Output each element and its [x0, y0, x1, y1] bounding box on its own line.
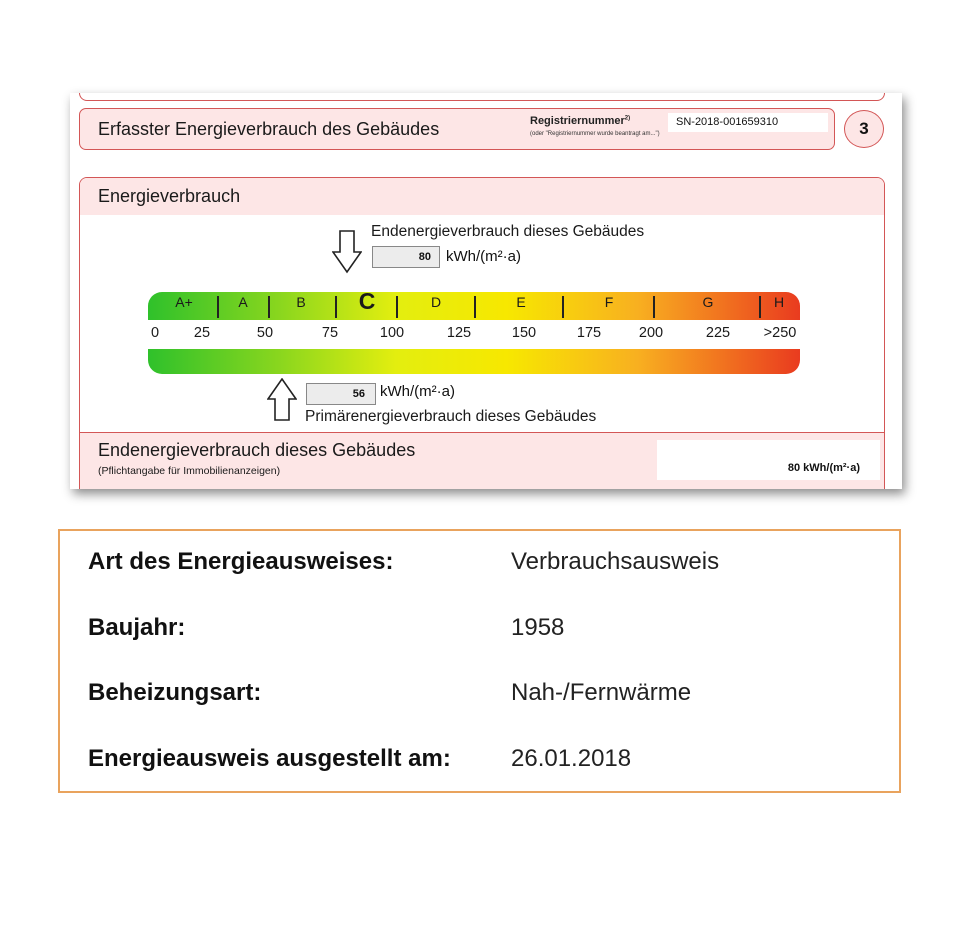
scale-tick: 0	[150, 325, 160, 341]
scale-tick: 100	[379, 325, 405, 341]
scale-tick: 25	[193, 325, 211, 341]
registration-label: Registriernummer$^{2)}$	[530, 115, 631, 127]
end-energy-value: 80	[372, 246, 440, 268]
info-value: 1958	[511, 614, 565, 641]
registration-number: SN-2018-001659310	[668, 113, 828, 132]
scale-tick: 75	[321, 325, 339, 341]
end-energy-unit: kWh/(m²·a)	[446, 248, 521, 265]
energy-info-box	[58, 529, 901, 793]
info-label: Art des Energieausweises:	[88, 548, 394, 575]
footer-subtitle: (Pflichtangabe für Immobilienanzeigen)	[98, 465, 281, 477]
info-value: Nah-/Fernwärme	[511, 679, 692, 706]
energy-consumption-panel	[79, 177, 885, 489]
class-label: F	[604, 294, 614, 310]
scale-tick: 50	[256, 325, 274, 341]
panel-title: Energieverbrauch	[98, 186, 241, 206]
class-label: H	[773, 294, 785, 310]
class-label-active: C	[358, 288, 376, 314]
primary-energy-value: 56	[306, 383, 376, 405]
class-label: G	[702, 294, 714, 310]
class-label: B	[296, 294, 306, 310]
up-arrow-icon	[267, 378, 297, 422]
scale-tick: 150	[511, 325, 537, 341]
certificate-footer	[80, 432, 884, 489]
footer-value: 80 kWh/(m²·a)	[787, 462, 860, 474]
info-label: Beheizungsart:	[88, 679, 262, 706]
info-label: Baujahr:	[88, 614, 186, 641]
scale-tick: 125	[446, 325, 472, 341]
class-divider	[396, 296, 398, 318]
scale-tick: 225	[705, 325, 731, 341]
end-energy-label: Endenergieverbrauch dieses Gebäudes	[371, 223, 645, 240]
class-label: D	[430, 294, 442, 310]
footer-value-box	[657, 440, 880, 480]
panel-header	[80, 178, 884, 215]
class-label: E	[516, 294, 526, 310]
class-divider	[217, 296, 219, 318]
primary-energy-unit: kWh/(m²·a)	[380, 383, 455, 400]
primary-energy-label: Primärenergieverbrauch dieses Gebäudes	[305, 408, 597, 425]
certificate-header	[79, 108, 835, 150]
previous-section-edge	[79, 93, 885, 101]
footer-title: Endenergieverbrauch dieses Gebäudes	[98, 440, 416, 460]
scale-tick: 200	[638, 325, 664, 341]
info-label: Energieausweis ausgestellt am:	[88, 745, 451, 772]
registration-footnote: 2)	[624, 115, 631, 122]
scale-tick: 175	[576, 325, 602, 341]
info-value: Verbrauchsausweis	[511, 548, 720, 575]
class-divider	[474, 296, 476, 318]
class-divider	[335, 296, 337, 318]
class-divider	[653, 296, 655, 318]
header-title: Erfasster Energieverbrauch des Gebäudes	[98, 119, 440, 139]
class-divider	[562, 296, 564, 318]
class-label: A	[238, 294, 248, 310]
scale-tick: >250	[763, 325, 797, 341]
down-arrow-icon	[332, 230, 362, 274]
class-divider	[759, 296, 761, 318]
page-number-badge: 3	[844, 110, 884, 148]
registration-note: (oder "Registriernummer wurde beantragt am...")	[530, 131, 660, 137]
info-value: 26.01.2018	[511, 745, 632, 772]
efficiency-scale-bottom	[148, 349, 800, 374]
energy-certificate-image	[70, 93, 902, 489]
class-label: A+	[175, 294, 193, 310]
class-divider	[268, 296, 270, 318]
